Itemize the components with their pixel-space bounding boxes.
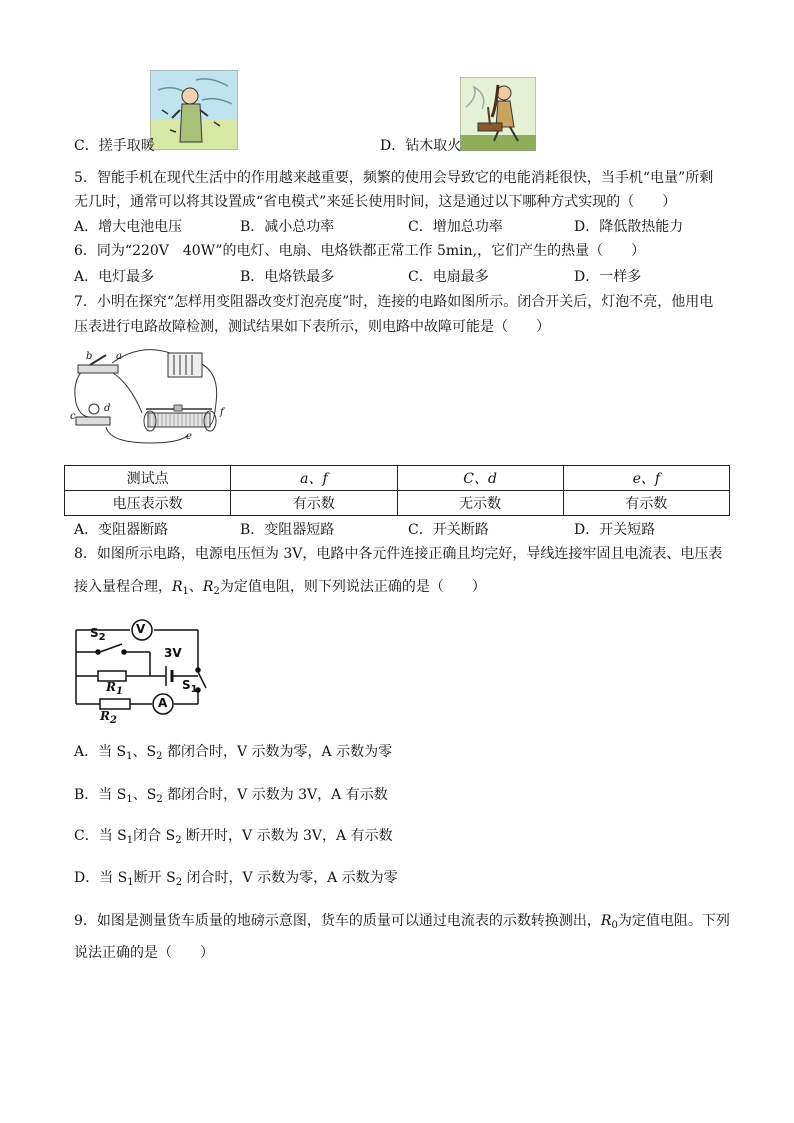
q9-stem-line1: 9．如图是测量货车质量的地磅示意图，货车的质量可以通过电流表的示数转换测出，$R_0$为定值电阻。下列	[74, 913, 730, 931]
table-row	[65, 466, 730, 491]
q7-circuit-figure	[70, 343, 230, 449]
q6-option-a: A．电灯最多	[74, 269, 155, 285]
q8-option-d: D．当 $S_1$断开 $S_2$ 闭合时，V 示数为零，A 示数为零	[74, 870, 398, 888]
q5-stem-line1: 5．智能手机在现代生活中的作用越来越重要，频繁的使用会导致它的电能消耗很快，当手机“电量”所剩	[74, 170, 714, 186]
q6-option-b: B．电烙铁最多	[240, 269, 335, 285]
r2-subscript: 2	[213, 586, 220, 597]
r2-label: $R_2$	[100, 709, 117, 726]
voltmeter-label: V	[136, 622, 146, 636]
r1-subscript: 1	[182, 586, 189, 597]
q4-option-c: C．搓手取暖	[74, 138, 155, 154]
q5-stem-line2: 无几时，通常可以将其设置成“省电模式”来延长使用时间，这是通过以下哪种方式实现的（ ）	[74, 194, 677, 210]
fig-label-f: f	[220, 407, 224, 418]
q7-option-a: A．变阻器断路	[74, 522, 169, 538]
r1-symbol: R	[172, 579, 183, 595]
q8-stem-line2	[74, 578, 486, 596]
fig-label-e: e	[186, 431, 192, 442]
table-cell: 有示数	[231, 491, 397, 516]
q9-stem-line2: 说法正确的是（ ）	[74, 945, 214, 961]
q7-option-c: C．开关断路	[408, 522, 489, 538]
s2-label: $S_2$	[90, 626, 106, 643]
q8-option-b: B．当 $S_1$、$S_2$ 都闭合时，V 示数为 3V，A 有示数	[74, 787, 388, 805]
q5-option-d: D．降低散热能力	[574, 219, 684, 235]
q5-option-c: C．增加总功率	[408, 219, 503, 235]
battery-label: 3V	[164, 646, 182, 660]
fig-label-a: a	[116, 351, 122, 362]
table-row	[65, 491, 730, 516]
q5-option-a: A．增大电池电压	[74, 219, 183, 235]
fig-label-c: c	[70, 411, 76, 422]
q6-option-d: D．一样多	[574, 269, 642, 285]
table-cell: 电压表示数	[65, 491, 231, 516]
q8-circuit-diagram	[70, 618, 220, 728]
q8-stem-line1: 8．如图所示电路，电源电压恒为 3V，电路中各元件连接正确且均完好，导线连接牢固且电流表、电压表	[74, 546, 723, 562]
q4-option-d: D．钻木取火	[380, 138, 462, 154]
ammeter-label: A	[158, 696, 168, 710]
table-cell: e、f	[563, 466, 729, 491]
q8-option-c: C．当 $S_1$闭合 $S_2$ 断开时，V 示数为 3V，A 有示数	[74, 828, 393, 846]
table-cell: 有示数	[563, 491, 729, 516]
fig-label-b: b	[86, 351, 93, 362]
q8-stem-text: 接入量程合理，	[74, 579, 172, 595]
q6-stem: 6．同为“220V 40W”的电灯、电扇、电烙铁都正常工作 5min,，它们产生的热量（ ）	[74, 243, 646, 259]
q8-stem-text-end: 为定值电阻，则下列说法正确的是（ ）	[219, 579, 486, 595]
r1-label: $R_1$	[106, 680, 123, 697]
q7-stem-line2: 压表进行电路故障检测，测试结果如下表所示，则电路中故障可能是（ ）	[74, 319, 550, 335]
table-cell: 测试点	[65, 466, 231, 491]
drilling-fire-image	[460, 77, 536, 151]
r2-symbol: R	[202, 579, 214, 595]
table-cell: a、f	[231, 466, 397, 491]
q7-option-d: D．开关短路	[574, 522, 656, 538]
table-cell: C、d	[397, 466, 563, 491]
q8-option-a: A．当 $S_1$、$S_2$ 都闭合时，V 示数为零，A 示数为零	[74, 744, 393, 762]
q7-option-b: B．变阻器短路	[240, 522, 335, 538]
rubbing-hands-image	[150, 70, 238, 150]
q7-test-table	[64, 465, 730, 516]
s1-label: $S_1$	[182, 678, 198, 695]
separator: 、	[188, 579, 203, 595]
fig-label-d: d	[104, 403, 111, 414]
table-cell: 无示数	[397, 491, 563, 516]
q6-option-c: C．电扇最多	[408, 269, 489, 285]
q5-option-b: B．减小总功率	[240, 219, 335, 235]
q7-stem-line1: 7．小明在探究“怎样用变阻器改变灯泡亮度”时，连接的电路如图所示。闭合开关后，灯泡不亮，他用电	[74, 294, 714, 310]
